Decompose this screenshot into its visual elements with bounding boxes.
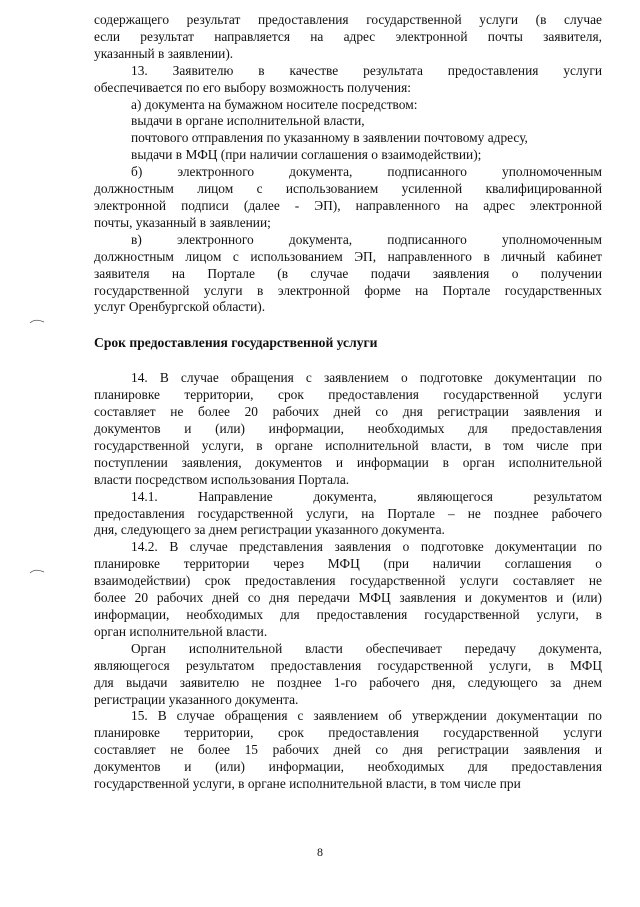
text-line: планировке территории через МФЦ (при наличии соглашения о xyxy=(94,556,602,572)
text-line: составляет не более 15 рабочих дней со дня регистрации заявления и xyxy=(94,742,602,758)
text-line: предоставления государственной услуги, на Портале – не позднее рабочего xyxy=(94,505,602,521)
text-line: являющегося результатом предоставления государственной услуги, в МФЦ xyxy=(94,657,602,673)
paragraph-item-14 xyxy=(94,370,602,488)
text-line: 15. В случае обращения с заявлением об утверждении документации по xyxy=(131,708,602,724)
text-line: дня, следующего за днем регистрации указанного документа. xyxy=(94,522,445,538)
text-line: 14. В случае обращения с заявлением о подготовке документации по xyxy=(131,370,602,386)
section-heading: Срок предоставления государственной услуги xyxy=(94,335,378,351)
text-line: поступлении заявления, документов и информации в орган исполнительной xyxy=(94,454,602,470)
text-line: 13. Заявителю в качестве результата предоставления услуги xyxy=(131,62,602,78)
text-line: государственной услуги, в органе исполнительной власти, в том числе при xyxy=(94,776,521,792)
paragraph-item-13 xyxy=(94,63,602,97)
text-line: государственной услуги в электронной форме на Портале государственных xyxy=(94,282,602,298)
text-line: более 20 рабочих дней со дня передачи МФЦ заявления и документов и (или) xyxy=(94,590,602,606)
text-line: планировке территории, срок предоставления государственной услуги xyxy=(94,725,602,741)
text-line: составляет не более 20 рабочих дней со дня регистрации заявления и xyxy=(94,404,602,420)
text-line: орган исполнительной власти. xyxy=(94,623,268,639)
text-line: информации, необходимых для предоставления государственной услуги, в xyxy=(94,607,602,622)
list-item-13a-1: выдачи в органе исполнительной власти, xyxy=(131,113,365,129)
text-line: если результат направляется на адрес электронной почты заявителя, xyxy=(94,28,602,44)
text-line: регистрации указанного документа. xyxy=(94,691,299,707)
text-line: в) электронного документа, подписанного уполномоченным xyxy=(131,231,602,247)
page-number: 8 xyxy=(317,845,323,859)
text-line: б) электронного документа, подписанного уполномоченным xyxy=(131,164,602,180)
text-line: содержащего результат предоставления государственной услуги (в случае xyxy=(94,12,602,27)
text-line: указанный в заявлении). xyxy=(94,45,234,61)
paragraph-organ xyxy=(94,641,602,709)
list-item-13a-2: почтового отправления по указанному в заявлении почтовому адресу, xyxy=(131,130,528,146)
text-line: государственной услуги, в органе исполнительной власти, в том числе при xyxy=(94,437,602,453)
paragraph-item-13b xyxy=(94,164,602,232)
paragraph-item-13v xyxy=(94,232,602,317)
text-line: 14.1. Направление документа, являющегося результатом xyxy=(131,488,602,504)
text-line: 14.2. В случае представления заявления о подготовке документации по xyxy=(131,539,602,555)
list-item-13a: а) документа на бумажном носителе посредством: xyxy=(131,96,418,112)
paragraph-continuation xyxy=(94,12,602,63)
text-line: электронной подписи (далее - ЭП), направленного на адрес электронной xyxy=(94,197,602,213)
text-line: документов и (или) информации, необходимых для предоставления xyxy=(94,759,602,775)
text-line: должностным лицом с использованием усиленной квалифицированной xyxy=(94,181,602,197)
text-line: документов и (или) информации, необходимых для предоставления xyxy=(94,421,602,437)
paragraph-item-14-1 xyxy=(94,489,602,540)
margin-pen-mark xyxy=(29,318,45,324)
text-line: планировке территории, срок предоставления государственной услуги xyxy=(94,387,602,403)
list-item-13a-3: выдачи в МФЦ (при наличии соглашения о взаимодействии); xyxy=(131,147,482,163)
text-line: услуг Оренбургской области). xyxy=(94,299,266,315)
text-line: для выдачи заявителю не позднее 1-го рабочего дня, следующего за днем xyxy=(94,674,602,690)
paragraph-item-14-2 xyxy=(94,539,602,640)
text-line: власти посредством использования Портала. xyxy=(94,471,350,487)
text-line: Орган исполнительной власти обеспечивает передачу документа, xyxy=(131,640,602,656)
text-line: взаимодействии) срок предоставления государственной услуги составляет не xyxy=(94,573,602,589)
text-line: обеспечивается по его выбору возможность получения: xyxy=(94,79,411,95)
text-line: почты, указанный в заявлении; xyxy=(94,214,271,230)
margin-pen-mark xyxy=(29,568,45,574)
text-line: должностным лицом с использованием ЭП, направленного в личный кабинет xyxy=(94,248,602,264)
paragraph-item-15 xyxy=(94,708,602,793)
text-line: заявителя на Портале (в случае подачи заявления о получении xyxy=(94,265,602,281)
